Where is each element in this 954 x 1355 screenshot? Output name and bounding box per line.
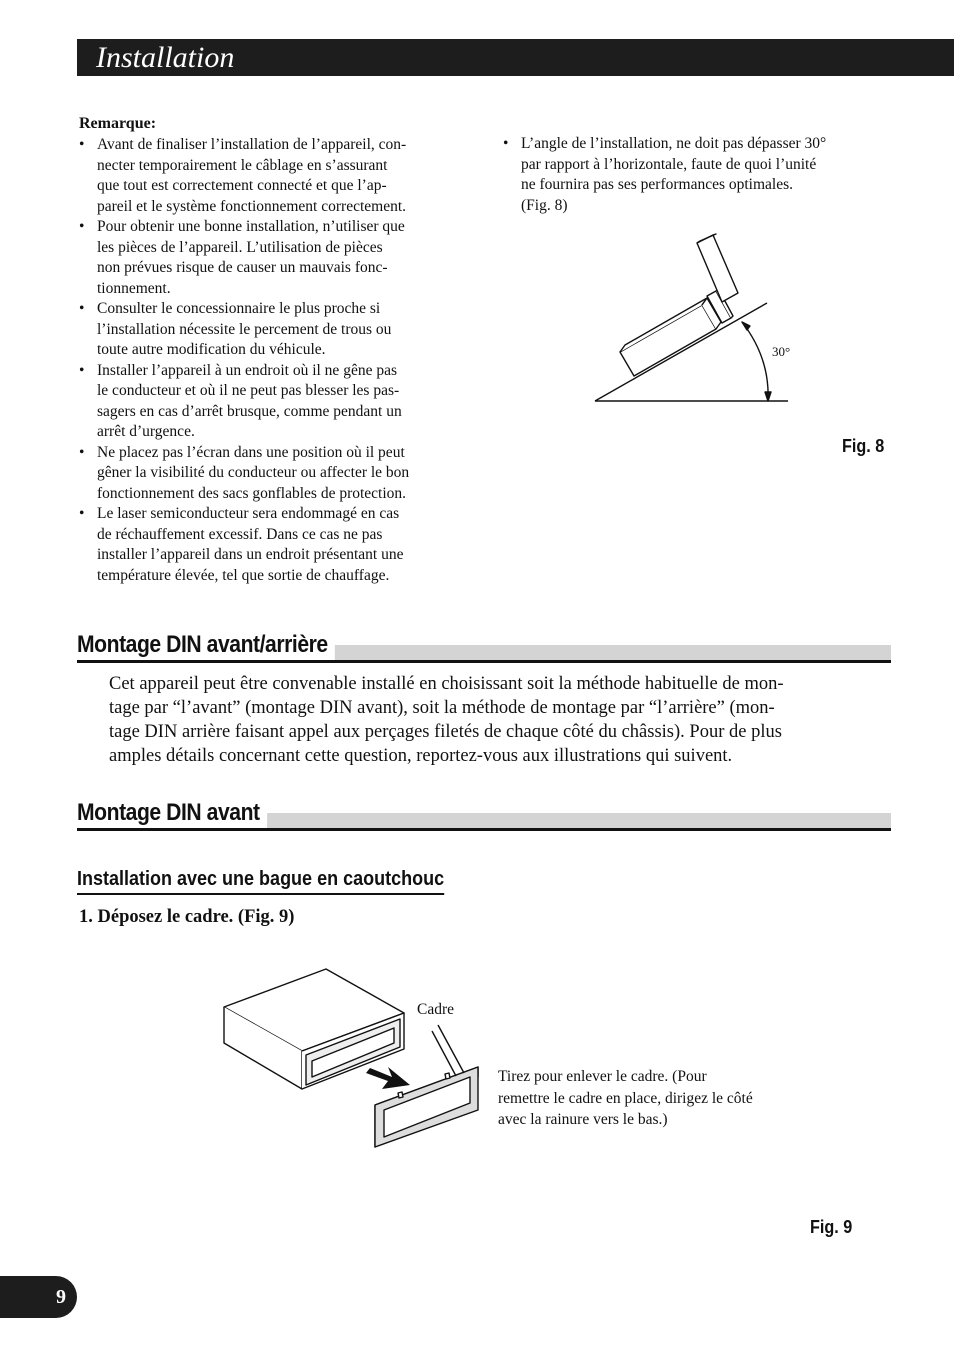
section-body: Cet appareil peut être convenable installé en choisissant soit la méthode habituelle de mon- tage par “l’avant” (montage DIN avant), soit la méthode de montage par “l’arrière” (mon- tage DIN arrière faisant appel aux perçages filetés de chaque côté du châssis). Pour de plus amples détails concernant cette question, reportez-vous aux illustrations qui suivent.: [109, 674, 784, 766]
page-number: 9: [56, 1286, 66, 1308]
fig8-illustration: [590, 230, 790, 410]
fig8-label: Fig. 8: [842, 436, 885, 456]
remark-item-5: • Ne placez pas l’écran dans une position où il peut gêner la visibilité du conducteur ou affecter le bon fonctionnement des sacs gonflables de protection.: [79, 443, 469, 505]
remark-item-right-1: • L’angle de l’installation, ne doit pas dépasser 30° par rapport à l’horizontale, faute de quoi l’unité ne fournira pas ses performances optimales. (Fig. 8): [503, 134, 893, 216]
remarks-right-column: [503, 134, 893, 216]
remark-item-3: • Consulter le concessionnaire le plus proche si l’installation nécessite le percement de trous ou toute autre modification du véhicule.: [79, 299, 469, 361]
section-title: Montage DIN avant: [77, 798, 267, 828]
remark-item-1: • Avant de finaliser l’installation de l’appareil, con- necter temporairement le câblage en s’assurant que tout est correctement connecté et que l’ap- pareil et le système fonctionnement correctement.: [79, 135, 469, 217]
fig9-cadre-label: Cadre: [417, 1001, 455, 1018]
fig9-caption: Tirez pour enlever le cadre. (Pour remettre le cadre en place, dirigez le côté avec la rainure vers le bas.): [498, 1068, 753, 1128]
fig9-label: Fig. 9: [810, 1217, 853, 1237]
remark-item-6: • Le laser semiconducteur sera endommagé en cas de réchauffement excessif. Dans ce cas ne pas installer l’appareil dans un endroit présentant une température élevée, tel que sortie de chauffage.: [79, 504, 469, 586]
subsection-title: Installation avec une bague en caoutchouc: [77, 866, 444, 895]
fig8-angle-label: 30°: [772, 344, 791, 359]
remark-item-2: • Pour obtenir une bonne installation, n’utiliser que les pièces de l’appareil. L’utilisation de pièces non prévues risque de causer un mauvais fonc- tionnement.: [79, 217, 469, 299]
remarks-title: Remarque:: [79, 115, 157, 132]
remark-item-4: • Installer l’appareil à un endroit où il ne gêne pas le conducteur et où il ne peut pas blesser les pas- sagers en cas d’arrêt brusque, comme pendant un arrêt d’urgence.: [79, 361, 469, 443]
section-title: Montage DIN avant/arrière: [77, 630, 335, 660]
step-1: 1. Déposez le cadre. (Fig. 9): [79, 907, 295, 927]
page-title: Installation: [96, 41, 235, 74]
section-heading-din-front-rear: [77, 630, 891, 663]
remarks-left-column: [79, 115, 469, 586]
header-bar: [77, 39, 954, 76]
remarks-list-right: [503, 134, 893, 216]
page-number-tab: [0, 1276, 77, 1318]
section-heading-din-front: [77, 798, 891, 831]
remarks-list: [79, 135, 469, 586]
fig9-illustration: [220, 965, 480, 1155]
